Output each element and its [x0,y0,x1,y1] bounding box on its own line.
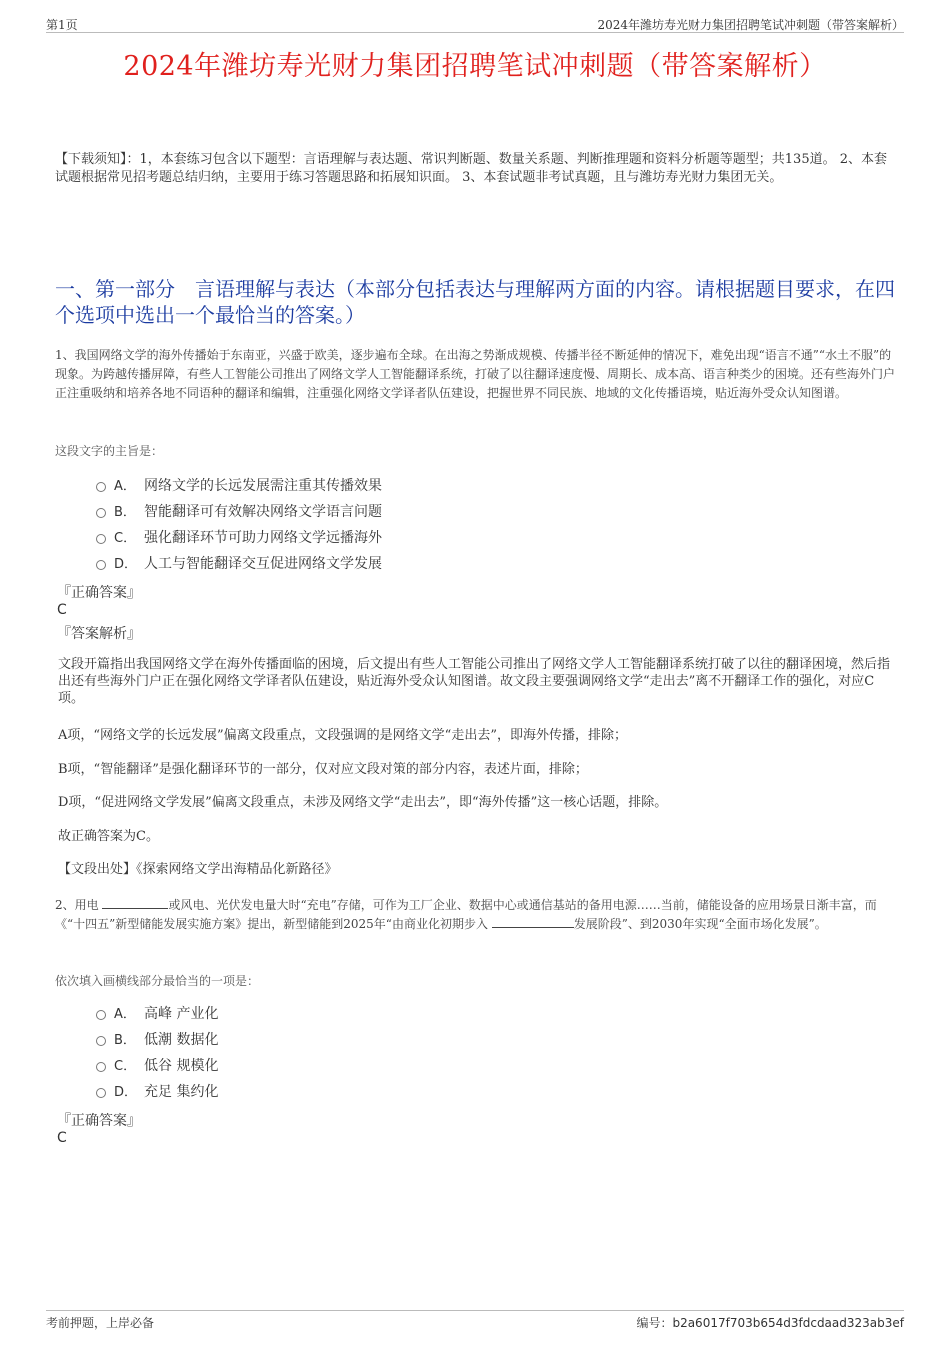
fill-blank-2 [492,915,574,928]
analysis-paragraph: D项，“促进网络文学发展”偏离文段重点，未涉及网络文学“走出去”，即“海外传播”这一核心话题，排除。 [58,795,668,810]
radio-icon[interactable] [96,1036,106,1046]
radio-icon[interactable] [96,560,106,570]
radio-icon[interactable] [96,534,106,544]
radio-icon[interactable] [96,1010,106,1020]
page-header [46,14,904,33]
download-notice: 【下载须知】：1，本套练习包含以下题型：言语理解与表达题、常识判断题、数量关系题、判断推理题和资料分析题等题型；共135道。 2、本套试题根据常见招考题总结归纳，主要用于练习答题思路和拓展知识面。 3、本套试题非考试真题，且与潍坊寿光财力集团无关。 [55,152,887,185]
analysis-paragraph: A项，“网络文学的长远发展”偏离文段重点，文段强调的是网络文学“走出去”，即海外传播，排除； [58,728,627,743]
question-2-answer-label: 『正确答案』 [57,1113,141,1129]
analysis-paragraph: 故正确答案为C。 [58,829,159,844]
footer-code: 编号：b2a6017f703b654d3fdcdaad323ab3ef [636,1316,904,1330]
radio-icon[interactable] [96,1088,106,1098]
footer-slogan: 考前押题，上岸必备 [46,1316,155,1330]
question-1-answer: C [57,602,67,618]
fill-blank-1 [102,896,168,909]
question-1-option-b[interactable]: B． 智能翻译可有效解决网络文学语言问题 [96,502,382,522]
question-1-option-a[interactable]: A． 网络文学的长远发展需注重其传播效果 [96,476,382,496]
question-2-option-a[interactable]: A． 高峰 产业化 [96,1004,218,1024]
question-1-answer-label: 『正确答案』 [57,585,141,601]
question-1-option-d[interactable]: D． 人工与智能翻译交互促进网络文学发展 [96,554,382,574]
radio-icon[interactable] [96,508,106,518]
page-number: 第1页 [46,18,78,32]
header-doc-title: 2024年潍坊寿光财力集团招聘笔试冲刺题（带答案解析） [597,18,904,32]
question-2-option-c[interactable]: C． 低谷 规模化 [96,1056,218,1076]
radio-icon[interactable] [96,482,106,492]
question-2-option-d[interactable]: D． 充足 集约化 [96,1082,218,1102]
question-1-prompt: 这段文字的主旨是： [55,444,164,458]
footer-divider [46,1310,904,1311]
question-2-answer: C [57,1130,67,1146]
question-1-option-c[interactable]: C． 强化翻译环节可助力网络文学远播海外 [96,528,382,548]
document-title: 2024年潍坊寿光财力集团招聘笔试冲刺题（带答案解析） [123,51,827,82]
question-2-option-b[interactable]: B． 低潮 数据化 [96,1030,218,1050]
analysis-paragraph: 文段开篇指出我国网络文学在海外传播面临的困境，后文提出有些人工智能公司推出了网络文学人工智能翻译系统打破了以往的翻译困境，然后指出还有些海外门户正在强化网络文学译者队伍建设，贴近海外受众认知图谱。故文段主要强调网络文学“走出去”离不开翻译工作的强化，对应C项。 [58,657,891,706]
section-heading: 一、第一部分 言语理解与表达（本部分包括表达与理解两方面的内容。请根据题目要求，在四个选项中选出一个最恰当的答案。） [55,277,895,327]
question-1-text: 1、我国网络文学的海外传播始于东南亚，兴盛于欧美，逐步遍布全球。在出海之势渐成规模、传播半径不断延伸的情况下，难免出现“语言不通”“水土不服”的现象。为跨越传播屏障，有些人工智能公司推出了网络文学人工智能翻译系统，打破了以往翻译速度慢、周期长、成本高、语言种类少的困境。还有些海外门户正注重吸纳和培养各地不同语种的翻译和编辑，注重强化网络文学译者队伍建设，把握世界不同民族、地域的文化传播语境，贴近海外受众认知图谱。 [55,348,896,400]
analysis-source: 【文段出处】《探索网络文学出海精品化新路径》 [58,862,338,877]
analysis-paragraph: B项，“智能翻译”是强化翻译环节的一部分，仅对应文段对策的部分内容，表述片面，排除； [58,762,588,777]
question-1-analysis-label: 『答案解析』 [57,626,141,642]
radio-icon[interactable] [96,1062,106,1072]
question-2-text: 2、用电 或风电、光伏发电量大时“充电”存储，可作为工厂企业、数据中心或通信基站的备用电源……当前，储能设备的应用场景日渐丰富，而《“十四五”新型储能发展实施方案》提出，新型储能到2025年“由商业化初期步入 发展阶段”、到2030年实现“全面市场化发展”。 [55,898,877,931]
question-2-prompt: 依次填入画横线部分最恰当的一项是： [55,974,260,988]
